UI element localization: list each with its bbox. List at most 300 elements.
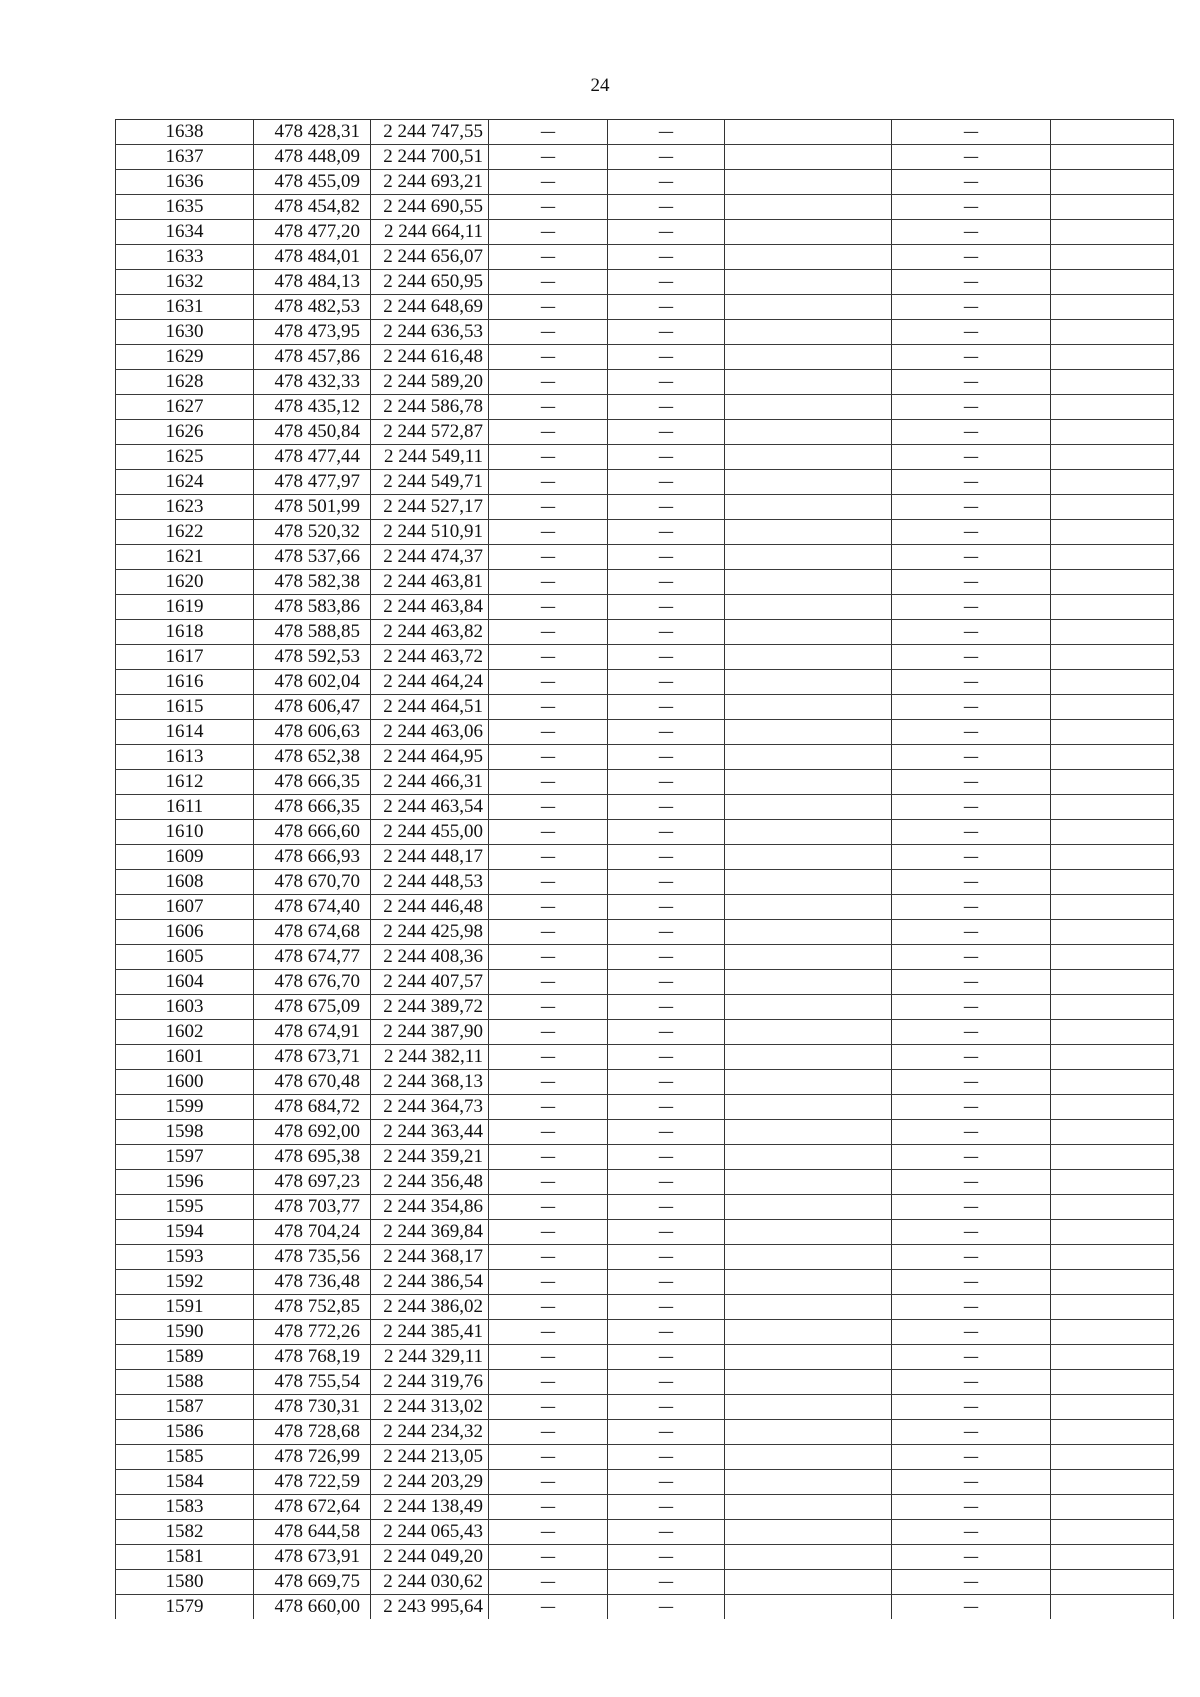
table-row xyxy=(116,1095,1174,1120)
column-4-cell: — xyxy=(489,595,608,620)
column-6-cell xyxy=(725,1420,892,1445)
column-4-cell: — xyxy=(489,870,608,895)
column-6-cell xyxy=(725,995,892,1020)
column-6-cell xyxy=(725,295,892,320)
y-coordinate-cell: 2 244 656,07 xyxy=(371,245,489,270)
column-7-cell: — xyxy=(892,270,1051,295)
column-8-cell xyxy=(1051,370,1174,395)
column-6-cell xyxy=(725,1295,892,1320)
point-number-cell: 1635 xyxy=(116,195,254,220)
column-8-cell xyxy=(1051,520,1174,545)
y-coordinate-cell: 2 244 329,11 xyxy=(371,1345,489,1370)
table-row xyxy=(116,1070,1174,1095)
y-coordinate-cell: 2 244 463,72 xyxy=(371,645,489,670)
column-7-cell: — xyxy=(892,395,1051,420)
point-number-cell: 1619 xyxy=(116,595,254,620)
column-6-cell xyxy=(725,1195,892,1220)
table-row xyxy=(116,1520,1174,1545)
column-5-cell: — xyxy=(608,1120,725,1145)
y-coordinate-cell: 2 244 549,71 xyxy=(371,470,489,495)
point-number-cell: 1623 xyxy=(116,495,254,520)
column-6-cell xyxy=(725,395,892,420)
column-6-cell xyxy=(725,620,892,645)
x-coordinate-cell: 478 673,91 xyxy=(254,1545,371,1570)
point-number-cell: 1618 xyxy=(116,620,254,645)
column-7-cell: — xyxy=(892,1470,1051,1495)
column-7-cell: — xyxy=(892,320,1051,345)
column-5-cell: — xyxy=(608,445,725,470)
y-coordinate-cell: 2 244 319,76 xyxy=(371,1370,489,1395)
column-8-cell xyxy=(1051,1470,1174,1495)
column-6-cell xyxy=(725,745,892,770)
column-6-cell xyxy=(725,320,892,345)
x-coordinate-cell: 478 666,35 xyxy=(254,770,371,795)
point-number-cell: 1588 xyxy=(116,1370,254,1395)
column-7-cell: — xyxy=(892,245,1051,270)
column-7-cell: — xyxy=(892,145,1051,170)
column-6-cell xyxy=(725,1220,892,1245)
column-7-cell: — xyxy=(892,1070,1051,1095)
column-6-cell xyxy=(725,1145,892,1170)
x-coordinate-cell: 478 454,82 xyxy=(254,195,371,220)
point-number-cell: 1609 xyxy=(116,845,254,870)
column-6-cell xyxy=(725,645,892,670)
column-6-cell xyxy=(725,1270,892,1295)
column-7-cell: — xyxy=(892,220,1051,245)
table-row xyxy=(116,945,1174,970)
column-6-cell xyxy=(725,1495,892,1520)
point-number-cell: 1585 xyxy=(116,1445,254,1470)
column-6-cell xyxy=(725,720,892,745)
column-5-cell: — xyxy=(608,995,725,1020)
column-4-cell: — xyxy=(489,1045,608,1070)
point-number-cell: 1627 xyxy=(116,395,254,420)
point-number-cell: 1602 xyxy=(116,1020,254,1045)
x-coordinate-cell: 478 537,66 xyxy=(254,545,371,570)
column-5-cell: — xyxy=(608,245,725,270)
table-row xyxy=(116,1395,1174,1420)
column-7-cell: — xyxy=(892,1520,1051,1545)
column-8-cell xyxy=(1051,670,1174,695)
column-7-cell: — xyxy=(892,1245,1051,1270)
y-coordinate-cell: 2 244 138,49 xyxy=(371,1495,489,1520)
y-coordinate-cell: 2 244 369,84 xyxy=(371,1220,489,1245)
y-coordinate-cell: 2 244 510,91 xyxy=(371,520,489,545)
point-number-cell: 1600 xyxy=(116,1070,254,1095)
point-number-cell: 1633 xyxy=(116,245,254,270)
column-7-cell: — xyxy=(892,1120,1051,1145)
column-5-cell: — xyxy=(608,1320,725,1345)
column-5-cell: — xyxy=(608,370,725,395)
column-5-cell: — xyxy=(608,1220,725,1245)
x-coordinate-cell: 478 477,97 xyxy=(254,470,371,495)
column-6-cell xyxy=(725,520,892,545)
column-6-cell xyxy=(725,845,892,870)
column-4-cell: — xyxy=(489,320,608,345)
y-coordinate-cell: 2 244 664,11 xyxy=(371,220,489,245)
column-4-cell: — xyxy=(489,795,608,820)
column-4-cell: — xyxy=(489,470,608,495)
column-6-cell xyxy=(725,695,892,720)
column-6-cell xyxy=(725,1570,892,1595)
x-coordinate-cell: 478 588,85 xyxy=(254,620,371,645)
y-coordinate-cell: 2 244 466,31 xyxy=(371,770,489,795)
table-row xyxy=(116,620,1174,645)
point-number-cell: 1586 xyxy=(116,1420,254,1445)
table-row xyxy=(116,870,1174,895)
column-8-cell xyxy=(1051,495,1174,520)
point-number-cell: 1597 xyxy=(116,1145,254,1170)
point-number-cell: 1596 xyxy=(116,1170,254,1195)
y-coordinate-cell: 2 244 387,90 xyxy=(371,1020,489,1045)
column-7-cell: — xyxy=(892,1345,1051,1370)
column-8-cell xyxy=(1051,545,1174,570)
point-number-cell: 1601 xyxy=(116,1045,254,1070)
x-coordinate-cell: 478 652,38 xyxy=(254,745,371,770)
column-7-cell: — xyxy=(892,1420,1051,1445)
column-6-cell xyxy=(725,170,892,195)
point-number-cell: 1583 xyxy=(116,1495,254,1520)
y-coordinate-cell: 2 244 368,17 xyxy=(371,1245,489,1270)
y-coordinate-cell: 2 244 203,29 xyxy=(371,1470,489,1495)
column-4-cell: — xyxy=(489,670,608,695)
x-coordinate-cell: 478 735,56 xyxy=(254,1245,371,1270)
column-4-cell: — xyxy=(489,520,608,545)
column-4-cell: — xyxy=(489,1020,608,1045)
table-row xyxy=(116,920,1174,945)
column-5-cell: — xyxy=(608,845,725,870)
y-coordinate-cell: 2 244 648,69 xyxy=(371,295,489,320)
x-coordinate-cell: 478 448,09 xyxy=(254,145,371,170)
column-8-cell xyxy=(1051,1545,1174,1570)
column-7-cell: — xyxy=(892,445,1051,470)
point-number-cell: 1629 xyxy=(116,345,254,370)
column-8-cell xyxy=(1051,470,1174,495)
point-number-cell: 1634 xyxy=(116,220,254,245)
table-row xyxy=(116,1220,1174,1245)
column-5-cell: — xyxy=(608,195,725,220)
x-coordinate-cell: 478 606,63 xyxy=(254,720,371,745)
column-5-cell: — xyxy=(608,1520,725,1545)
column-8-cell xyxy=(1051,645,1174,670)
column-7-cell: — xyxy=(892,1370,1051,1395)
column-8-cell xyxy=(1051,870,1174,895)
table-row xyxy=(116,220,1174,245)
column-6-cell xyxy=(725,595,892,620)
column-5-cell: — xyxy=(608,520,725,545)
x-coordinate-cell: 478 772,26 xyxy=(254,1320,371,1345)
column-5-cell: — xyxy=(608,745,725,770)
table-row xyxy=(116,395,1174,420)
column-7-cell: — xyxy=(892,1445,1051,1470)
table-row xyxy=(116,720,1174,745)
x-coordinate-cell: 478 501,99 xyxy=(254,495,371,520)
column-4-cell: — xyxy=(489,1120,608,1145)
table-row xyxy=(116,1420,1174,1445)
table-row xyxy=(116,1295,1174,1320)
y-coordinate-cell: 2 244 313,02 xyxy=(371,1395,489,1420)
y-coordinate-cell: 2 244 463,82 xyxy=(371,620,489,645)
x-coordinate-cell: 478 602,04 xyxy=(254,670,371,695)
table-row xyxy=(116,895,1174,920)
column-8-cell xyxy=(1051,1095,1174,1120)
column-7-cell: — xyxy=(892,670,1051,695)
table-row xyxy=(116,145,1174,170)
y-coordinate-cell: 2 244 354,86 xyxy=(371,1195,489,1220)
table-row xyxy=(116,1020,1174,1045)
point-number-cell: 1626 xyxy=(116,420,254,445)
column-4-cell: — xyxy=(489,645,608,670)
table-row xyxy=(116,195,1174,220)
column-5-cell: — xyxy=(608,570,725,595)
point-number-cell: 1593 xyxy=(116,1245,254,1270)
column-8-cell xyxy=(1051,595,1174,620)
column-5-cell: — xyxy=(608,945,725,970)
column-7-cell: — xyxy=(892,345,1051,370)
x-coordinate-cell: 478 583,86 xyxy=(254,595,371,620)
table-row xyxy=(116,570,1174,595)
column-4-cell: — xyxy=(489,1195,608,1220)
x-coordinate-cell: 478 674,91 xyxy=(254,1020,371,1045)
column-4-cell: — xyxy=(489,1295,608,1320)
y-coordinate-cell: 2 244 636,53 xyxy=(371,320,489,345)
x-coordinate-cell: 478 755,54 xyxy=(254,1370,371,1395)
y-coordinate-cell: 2 244 747,55 xyxy=(371,120,489,145)
column-8-cell xyxy=(1051,320,1174,345)
column-7-cell: — xyxy=(892,770,1051,795)
point-number-cell: 1632 xyxy=(116,270,254,295)
column-4-cell: — xyxy=(489,345,608,370)
column-8-cell xyxy=(1051,845,1174,870)
y-coordinate-cell: 2 244 382,11 xyxy=(371,1045,489,1070)
x-coordinate-cell: 478 666,35 xyxy=(254,795,371,820)
x-coordinate-cell: 478 697,23 xyxy=(254,1170,371,1195)
column-7-cell: — xyxy=(892,945,1051,970)
point-number-cell: 1587 xyxy=(116,1395,254,1420)
x-coordinate-cell: 478 675,09 xyxy=(254,995,371,1020)
column-6-cell xyxy=(725,1345,892,1370)
column-8-cell xyxy=(1051,270,1174,295)
x-coordinate-cell: 478 450,84 xyxy=(254,420,371,445)
column-5-cell: — xyxy=(608,1170,725,1195)
column-4-cell: — xyxy=(489,1395,608,1420)
y-coordinate-cell: 2 244 463,54 xyxy=(371,795,489,820)
point-number-cell: 1603 xyxy=(116,995,254,1020)
column-7-cell: — xyxy=(892,745,1051,770)
column-4-cell: — xyxy=(489,120,608,145)
column-5-cell: — xyxy=(608,470,725,495)
point-number-cell: 1589 xyxy=(116,1345,254,1370)
x-coordinate-cell: 478 644,58 xyxy=(254,1520,371,1545)
column-5-cell: — xyxy=(608,645,725,670)
column-7-cell: — xyxy=(892,695,1051,720)
table-row xyxy=(116,695,1174,720)
table-row xyxy=(116,820,1174,845)
column-8-cell xyxy=(1051,1220,1174,1245)
column-5-cell: — xyxy=(608,1295,725,1320)
column-8-cell xyxy=(1051,1420,1174,1445)
column-6-cell xyxy=(725,220,892,245)
column-6-cell xyxy=(725,1020,892,1045)
column-5-cell: — xyxy=(608,1070,725,1095)
column-8-cell xyxy=(1051,620,1174,645)
column-4-cell: — xyxy=(489,245,608,270)
x-coordinate-cell: 478 752,85 xyxy=(254,1295,371,1320)
column-6-cell xyxy=(725,545,892,570)
y-coordinate-cell: 2 244 589,20 xyxy=(371,370,489,395)
x-coordinate-cell: 478 432,33 xyxy=(254,370,371,395)
column-8-cell xyxy=(1051,1570,1174,1595)
column-8-cell xyxy=(1051,145,1174,170)
column-5-cell: — xyxy=(608,1020,725,1045)
column-8-cell xyxy=(1051,420,1174,445)
point-number-cell: 1617 xyxy=(116,645,254,670)
column-7-cell: — xyxy=(892,1495,1051,1520)
page-number: 24 xyxy=(590,75,610,96)
column-5-cell: — xyxy=(608,720,725,745)
y-coordinate-cell: 2 244 463,81 xyxy=(371,570,489,595)
column-4-cell: — xyxy=(489,1170,608,1195)
column-4-cell: — xyxy=(489,145,608,170)
column-8-cell xyxy=(1051,745,1174,770)
x-coordinate-cell: 478 666,60 xyxy=(254,820,371,845)
column-4-cell: — xyxy=(489,1470,608,1495)
column-6-cell xyxy=(725,895,892,920)
table-row xyxy=(116,420,1174,445)
column-4-cell: — xyxy=(489,845,608,870)
y-coordinate-cell: 2 244 474,37 xyxy=(371,545,489,570)
column-4-cell: — xyxy=(489,1270,608,1295)
column-7-cell: — xyxy=(892,120,1051,145)
y-coordinate-cell: 2 244 463,06 xyxy=(371,720,489,745)
column-4-cell: — xyxy=(489,1145,608,1170)
y-coordinate-cell: 2 244 065,43 xyxy=(371,1520,489,1545)
table-row xyxy=(116,270,1174,295)
table-row xyxy=(116,295,1174,320)
point-number-cell: 1584 xyxy=(116,1470,254,1495)
column-5-cell: — xyxy=(608,495,725,520)
column-4-cell: — xyxy=(489,545,608,570)
column-4-cell: — xyxy=(489,1595,608,1620)
column-8-cell xyxy=(1051,995,1174,1020)
column-5-cell: — xyxy=(608,595,725,620)
column-4-cell: — xyxy=(489,295,608,320)
column-4-cell: — xyxy=(489,620,608,645)
column-8-cell xyxy=(1051,1120,1174,1145)
table-row xyxy=(116,345,1174,370)
column-4-cell: — xyxy=(489,570,608,595)
x-coordinate-cell: 478 592,53 xyxy=(254,645,371,670)
column-4-cell: — xyxy=(489,1520,608,1545)
x-coordinate-cell: 478 768,19 xyxy=(254,1345,371,1370)
column-5-cell: — xyxy=(608,1045,725,1070)
column-7-cell: — xyxy=(892,545,1051,570)
column-4-cell: — xyxy=(489,270,608,295)
table-row xyxy=(116,445,1174,470)
table-row xyxy=(116,120,1174,145)
y-coordinate-cell: 2 244 368,13 xyxy=(371,1070,489,1095)
column-5-cell: — xyxy=(608,1095,725,1120)
column-4-cell: — xyxy=(489,720,608,745)
column-7-cell: — xyxy=(892,1145,1051,1170)
column-5-cell: — xyxy=(608,1470,725,1495)
point-number-cell: 1582 xyxy=(116,1520,254,1545)
column-6-cell xyxy=(725,1545,892,1570)
column-4-cell: — xyxy=(489,445,608,470)
x-coordinate-cell: 478 455,09 xyxy=(254,170,371,195)
column-8-cell xyxy=(1051,1045,1174,1070)
column-8-cell xyxy=(1051,920,1174,945)
x-coordinate-cell: 478 666,93 xyxy=(254,845,371,870)
column-8-cell xyxy=(1051,895,1174,920)
x-coordinate-cell: 478 692,00 xyxy=(254,1120,371,1145)
column-6-cell xyxy=(725,970,892,995)
column-6-cell xyxy=(725,570,892,595)
column-5-cell: — xyxy=(608,1145,725,1170)
column-4-cell: — xyxy=(489,420,608,445)
table-row xyxy=(116,770,1174,795)
column-8-cell xyxy=(1051,120,1174,145)
column-8-cell xyxy=(1051,295,1174,320)
x-coordinate-cell: 478 730,31 xyxy=(254,1395,371,1420)
point-number-cell: 1621 xyxy=(116,545,254,570)
point-number-cell: 1628 xyxy=(116,370,254,395)
x-coordinate-cell: 478 457,86 xyxy=(254,345,371,370)
table-row xyxy=(116,545,1174,570)
column-4-cell: — xyxy=(489,1220,608,1245)
table-row xyxy=(116,1495,1174,1520)
column-5-cell: — xyxy=(608,620,725,645)
point-number-cell: 1622 xyxy=(116,520,254,545)
table-row xyxy=(116,370,1174,395)
column-4-cell: — xyxy=(489,920,608,945)
column-7-cell: — xyxy=(892,470,1051,495)
table-row xyxy=(116,970,1174,995)
column-7-cell: — xyxy=(892,1320,1051,1345)
column-5-cell: — xyxy=(608,170,725,195)
table-row xyxy=(116,845,1174,870)
column-4-cell: — xyxy=(489,820,608,845)
column-8-cell xyxy=(1051,1345,1174,1370)
point-number-cell: 1590 xyxy=(116,1320,254,1345)
x-coordinate-cell: 478 673,71 xyxy=(254,1045,371,1070)
x-coordinate-cell: 478 728,68 xyxy=(254,1420,371,1445)
table-row xyxy=(116,1045,1174,1070)
column-6-cell xyxy=(725,270,892,295)
point-number-cell: 1616 xyxy=(116,670,254,695)
column-4-cell: — xyxy=(489,195,608,220)
table-row xyxy=(116,1445,1174,1470)
x-coordinate-cell: 478 484,01 xyxy=(254,245,371,270)
table-row xyxy=(116,495,1174,520)
point-number-cell: 1614 xyxy=(116,720,254,745)
column-6-cell xyxy=(725,1245,892,1270)
column-5-cell: — xyxy=(608,420,725,445)
column-4-cell: — xyxy=(489,220,608,245)
y-coordinate-cell: 2 244 448,53 xyxy=(371,870,489,895)
x-coordinate-cell: 478 582,38 xyxy=(254,570,371,595)
x-coordinate-cell: 478 482,53 xyxy=(254,295,371,320)
column-4-cell: — xyxy=(489,895,608,920)
column-6-cell xyxy=(725,670,892,695)
column-7-cell: — xyxy=(892,620,1051,645)
table-row xyxy=(116,1145,1174,1170)
column-8-cell xyxy=(1051,1495,1174,1520)
table-row xyxy=(116,1370,1174,1395)
coordinates-table xyxy=(115,119,1174,1619)
column-4-cell: — xyxy=(489,1245,608,1270)
column-7-cell: — xyxy=(892,1195,1051,1220)
